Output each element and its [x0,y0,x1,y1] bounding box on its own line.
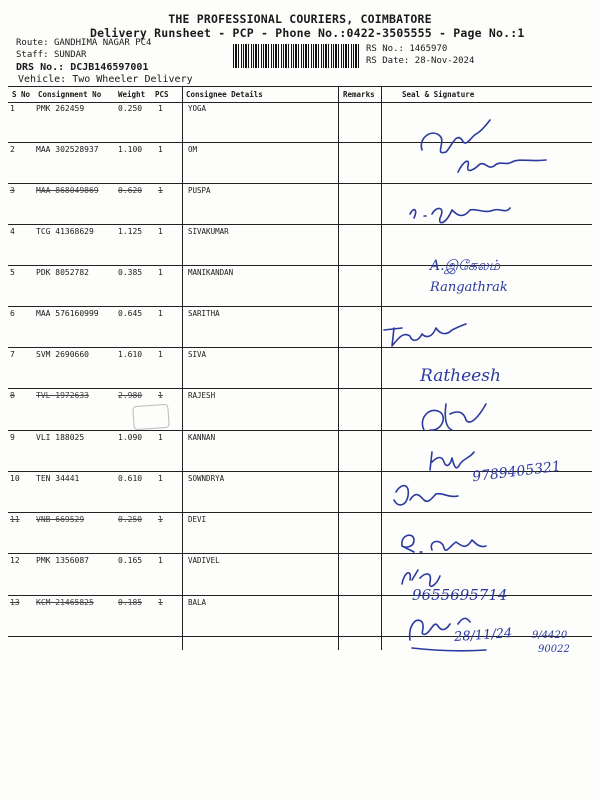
row-sno: 5 [10,268,15,277]
vehicle-value: Two Wheeler Delivery [72,74,193,85]
row-weight: 1.100 [118,145,143,154]
row-weight: 0.250 [118,104,143,113]
route-label: Route: [16,38,49,48]
row-pcs: 1 [158,556,163,565]
row-weight: 0.610 [118,474,143,483]
signature-row9 [430,452,474,470]
row-sno: 10 [10,474,20,483]
row-pcs: 1 [158,104,163,113]
row-pcs: 1 [158,515,163,524]
row-consignment-no: VLI 188025 [36,433,85,442]
row-weight: 0.645 [118,309,143,318]
rs-date-label: RS Date: [366,56,410,66]
row-consignee: KANNAN [188,433,216,442]
signature-row13-underline [412,648,486,651]
row-sno: 4 [10,227,15,236]
row-pcs: 1 [158,474,163,483]
row-pcs: 1 [158,227,163,236]
row-weight: 1.610 [118,350,143,359]
row-consignment-no: MAA 302528937 [36,145,99,154]
row-consignee: RAJESH [188,391,216,400]
row-pcs: 1 [158,433,163,442]
runsheet-heading: Delivery Runsheet - PCP - Phone No.:0422-3505555 - Page No.:1 [90,26,525,40]
signature-row6 [384,324,466,346]
row-weight: 0.385 [118,268,143,277]
row-consignment-no: VNB 669529 [36,515,85,524]
row-sno: 6 [10,309,15,318]
row-pcs: 1 [158,350,163,359]
row-consignment-no: TVL 1972633 [36,391,89,400]
handwriting-row13-date: 28/11/24 [453,625,513,646]
row-consignee: PUSPA [188,186,211,195]
staff-value: SUNDAR [53,50,87,60]
row-consignment-no: TCG 41368629 [36,227,94,236]
handwriting-row13-note1: 9/4420 [532,630,568,641]
row-weight: 0.620 [118,186,143,195]
col-consignment-header: Consignment No [38,90,102,99]
col-weight-header: Weight [118,90,146,99]
signature-row2 [458,160,546,172]
row-consignment-no: PDK 8052782 [36,268,89,277]
row-sno: 7 [10,350,15,359]
row-weight: 1.125 [118,227,143,236]
col-signature-header: Seal & Signature [402,90,475,99]
signature-row11 [402,535,486,552]
row-consignment-no: MAA 576160999 [36,309,99,318]
row-weight: 0.185 [118,598,143,607]
signature-row12 [402,570,440,586]
row-consignee: BALA [188,598,207,607]
drs-label: DRS No.: [16,62,65,73]
drs-value: DCJB146597001 [70,62,149,73]
row-consignee: YOGA [188,104,207,113]
handwriting-row12-phone: 9655695714 [412,586,508,604]
col-sno-header: S No [12,90,31,99]
row-pcs: 1 [158,268,163,277]
row-pcs: 1 [158,598,163,607]
row-pcs: 1 [158,309,163,318]
rs-date-value: 28-Nov-2024 [414,56,475,66]
row-consignee: DEVI [188,515,207,524]
row-sno: 13 [10,598,20,607]
signature-row3 [410,208,510,223]
row-consignee: SOWNDRYA [188,474,225,483]
row-weight: 0.250 [118,515,143,524]
handwriting-row13-note2: 90022 [538,644,570,655]
rs-no-label: RS No.: [366,44,404,54]
row-consignment-no: PMK 1356087 [36,556,89,565]
row-sno: 9 [10,433,15,442]
col-consignee-header: Consignee Details [186,90,263,99]
row-consignee: OM [188,145,198,154]
signature-row1 [421,120,490,153]
row-sno: 2 [10,145,15,154]
row-sno: 11 [10,515,20,524]
row-pcs: 1 [158,145,163,154]
row-consignment-no: TEN 34441 [36,474,80,483]
row-sno: 8 [10,391,15,400]
row-consignment-no: MAA 868049869 [36,186,99,195]
row-weight: 2.980 [118,391,143,400]
company-title: THE PROFESSIONAL COURIERS, COIMBATORE [168,12,432,26]
vehicle-label: Vehicle: [18,74,67,85]
row-consignment-no: PMK 262459 [36,104,85,113]
rs-no-value: 1465970 [409,44,448,54]
row-consignee: VADIVEL [188,556,220,565]
row-consignment-no: KCM 21465825 [36,598,94,607]
row-consignee: MANIKANDAN [188,268,234,277]
col-remarks-header: Remarks [343,90,375,99]
signature-row10 [394,486,458,505]
row-consignee: SIVA [188,350,207,359]
col-pcs-header: PCS [155,90,169,99]
row-pcs: 1 [158,186,163,195]
row-sno: 3 [10,186,15,195]
row-pcs: 1 [158,391,163,400]
signature-row8 [422,404,486,430]
handwriting-row5-line2: Rangathrak [430,280,508,295]
row-consignee: SIVAKUMAR [188,227,229,236]
handwriting-row10-phone: 9789405321 [471,458,562,486]
row-weight: 0.165 [118,556,143,565]
row-weight: 1.090 [118,433,143,442]
row-consignment-no: SVM 2690660 [36,350,89,359]
route-value: GANDHIMA NAGAR PC4 [53,38,152,48]
row-sno: 12 [10,556,20,565]
handwriting-row5-line1: A.இகேலம் [430,258,500,274]
row-consignee: SARITHA [188,309,220,318]
row-sno: 1 [10,104,15,113]
staff-label: Staff: [16,50,49,60]
handwriting-row7: Ratheesh [420,366,501,386]
